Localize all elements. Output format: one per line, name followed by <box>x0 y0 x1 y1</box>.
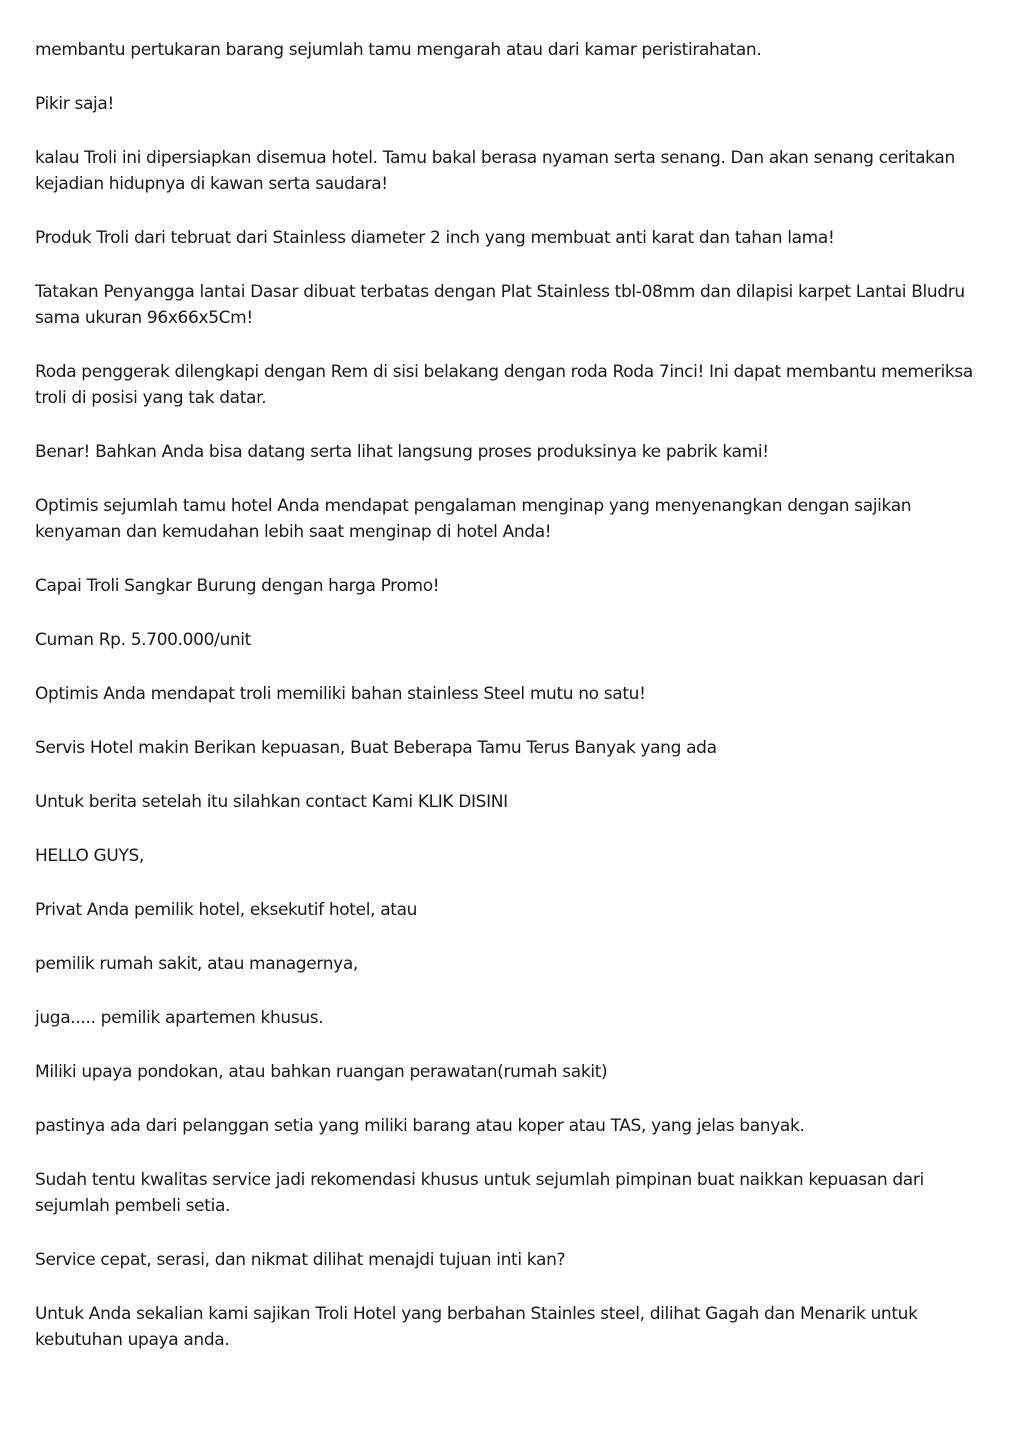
paragraph: Capai Troli Sangkar Burung dengan harga Promo! <box>35 576 440 596</box>
paragraph: HELLO GUYS, <box>35 846 144 866</box>
paragraph: Service cepat, serasi, dan nikmat dilihat menajdi tujuan inti kan? <box>35 1250 566 1270</box>
paragraph: Optimis Anda mendapat troli memiliki bahan stainless Steel mutu no satu! <box>35 684 646 704</box>
paragraph: pemilik rumah sakit, atau managernya, <box>35 954 358 974</box>
paragraph: juga..... pemilik apartemen khusus. <box>35 1008 324 1028</box>
paragraph: Optimis sejumlah tamu hotel Anda mendapat pengalaman menginap yang menyenangkan dengan sajikan kenyaman dan kemudahan lebih saat menginap di hotel Anda! <box>35 496 912 542</box>
paragraph: Servis Hotel makin Berikan kepuasan, Buat Beberapa Tamu Terus Banyak yang ada <box>35 738 717 758</box>
paragraph: kalau Troli ini dipersiapkan disemua hotel. Tamu bakal berasa nyaman serta senang. Dan akan senang ceritakan kejadian hidupnya di kawan serta saudara! <box>35 148 955 194</box>
paragraph: Privat Anda pemilik hotel, eksekutif hotel, atau <box>35 900 418 920</box>
paragraph: Roda penggerak dilengkapi dengan Rem di sisi belakang dengan roda Roda 7inci! Ini dapat membantu memeriksa troli di posisi yang tak datar. <box>35 362 973 408</box>
paragraph: Pikir saja! <box>35 94 114 114</box>
paragraph: membantu pertukaran barang sejumlah tamu mengarah atau dari kamar peristirahatan. <box>35 40 762 60</box>
price-paragraph: Cuman Rp. 5.700.000/unit <box>35 630 251 650</box>
paragraph: Miliki upaya pondokan, atau bahkan ruangan perawatan(rumah sakit) <box>35 1062 608 1082</box>
paragraph: Produk Troli dari tebruat dari Stainless diameter 2 inch yang membuat anti karat dan tahan lama! <box>35 228 835 248</box>
paragraph: Benar! Bahkan Anda bisa datang serta lihat langsung proses produksinya ke pabrik kami! <box>35 442 769 462</box>
paragraph: pastinya ada dari pelanggan setia yang miliki barang atau koper atau TAS, yang jelas banyak. <box>35 1116 805 1136</box>
contact-paragraph: Untuk berita setelah itu silahkan contact Kami KLIK DISINI <box>35 792 508 812</box>
paragraph: Tatakan Penyangga lantai Dasar dibuat terbatas dengan Plat Stainless tbl-08mm dan dilapisi karpet Lantai Bludru sama ukuran 96x66x5Cm! <box>35 282 965 328</box>
paragraph: Sudah tentu kwalitas service jadi rekomendasi khusus untuk sejumlah pimpinan buat naikkan kepuasan dari sejumlah pembeli setia. <box>35 1170 924 1216</box>
paragraph: Untuk Anda sekalian kami sajikan Troli Hotel yang berbahan Stainles steel, dilihat Gagah dan Menarik untuk kebutuhan upaya anda. <box>35 1304 918 1350</box>
document-body <box>35 37 995 1381</box>
